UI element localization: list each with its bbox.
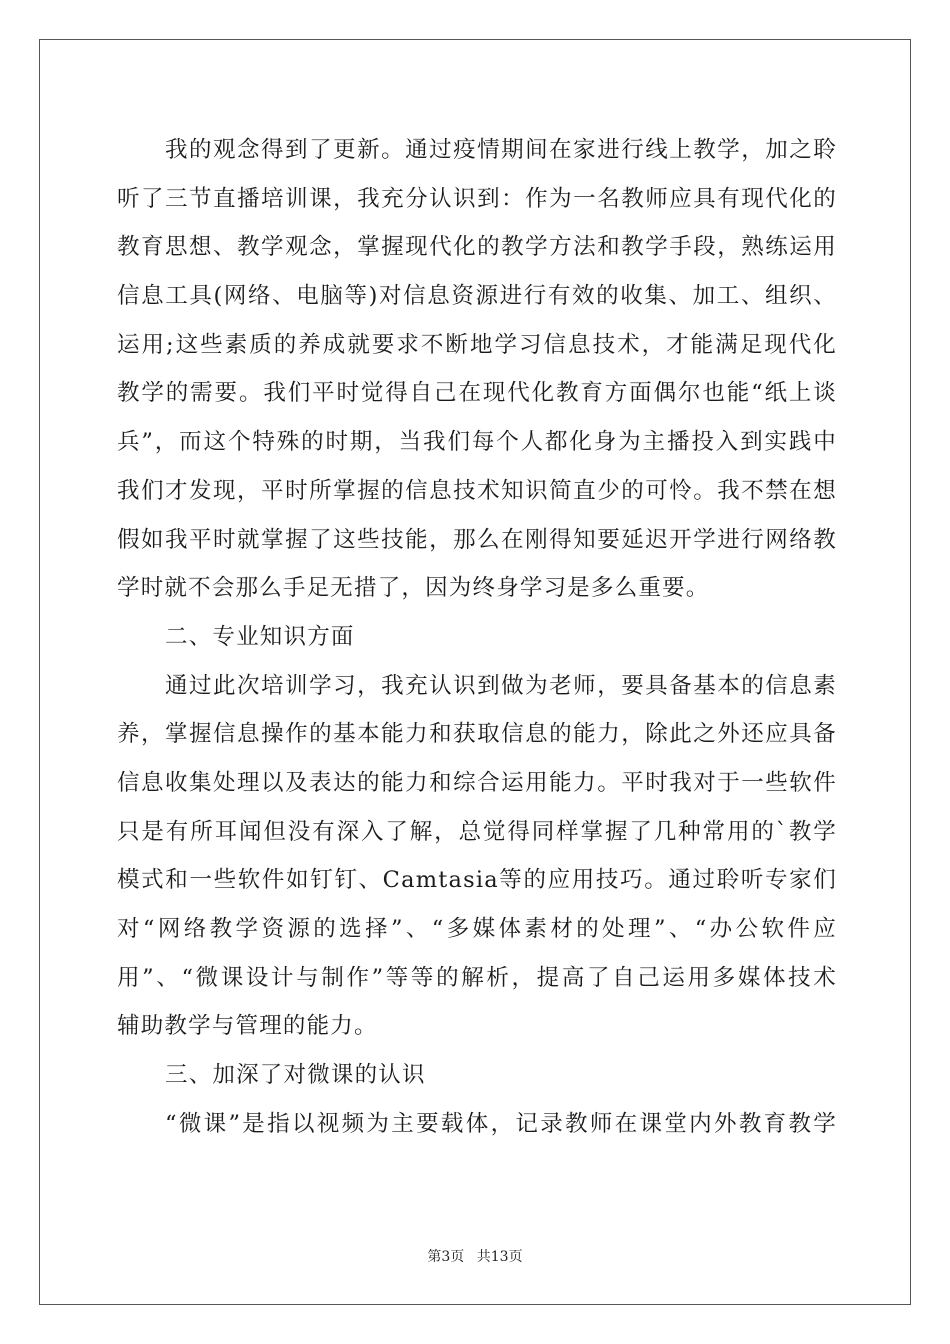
page-footer [0, 1246, 950, 1266]
text-line: 运用;这些素质的养成就要求不断地学习信息技术，才能满足现代化 [117, 331, 837, 358]
section-heading: 二、专业知识方面 [165, 623, 355, 650]
text-line: 养，掌握信息操作的基本能力和获取信息的能力，除此之外还应具备 [117, 721, 837, 748]
text-line: 信息收集处理以及表达的能力和综合运用能力。平时我对于一些软件 [117, 769, 837, 796]
text-line: 信息工具(网络、电脑等)对信息资源进行有效的收集、加工、组织、 [117, 283, 837, 310]
section-heading: 三、加深了对微课的认识 [165, 1062, 426, 1089]
text-line: 兵”，而这个特殊的时期，当我们每个人都化身为主播投入到实践中 [117, 429, 837, 456]
text-line: 模式和一些软件如钉钉、Camtasia等的应用技巧。通过聆听专家们 [117, 867, 837, 894]
text-line: 听了三节直播培训课，我充分认识到：作为一名教师应具有现代化的 [117, 185, 837, 212]
text-line: 对“网络教学资源的选择”、“多媒体素材的处理”、“办公软件应 [117, 916, 837, 942]
text-line: 我们才发现，平时所掌握的信息技术知识简直少的可怜。我不禁在想 [117, 477, 837, 504]
text-line: 学时就不会那么手足无措了，因为终身学习是多么重要。 [117, 575, 710, 602]
text-line: 用”、“微课设计与制作”等等的解析，提高了自己运用多媒体技术 [117, 964, 837, 991]
text-line: “微课”是指以视频为主要载体，记录教师在课堂内外教育教学 [165, 1110, 837, 1137]
page-number: 第3页 [427, 1249, 465, 1265]
page-total: 共13页 [476, 1249, 523, 1265]
text-line: 假如我平时就掌握了这些技能，那么在刚得知要延迟开学进行网络教 [117, 526, 837, 553]
text-line: 教学的需要。我们平时觉得自己在现代化教育方面偶尔也能“纸上谈 [117, 380, 837, 407]
text-line: 教育思想、教学观念，掌握现代化的教学方法和教学手段，熟练运用 [117, 234, 837, 261]
text-line: 辅助教学与管理的能力。 [117, 1013, 378, 1040]
text-line: 通过此次培训学习，我充认识到做为老师，要具备基本的信息素 [165, 672, 837, 699]
text-line: 我的观念得到了更新。通过疫情期间在家进行线上教学，加之聆 [165, 137, 837, 163]
document-body [117, 126, 837, 1148]
text-line: 只是有所耳闻但没有深入了解，总觉得同样掌握了几种常用的`教学 [117, 818, 837, 845]
